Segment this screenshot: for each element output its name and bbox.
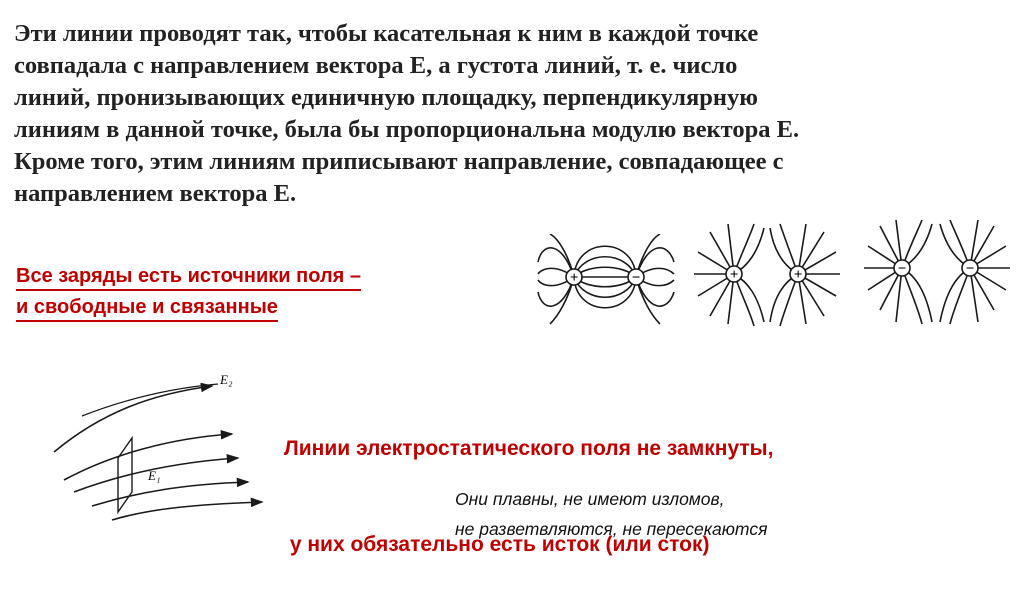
charge-sign: +	[793, 267, 803, 283]
paragraph-line: Кроме того, этим линиям приписывают направление, совпадающее с	[14, 148, 784, 175]
properties-note-line1: Они плавны, не имеют изломов,	[455, 489, 725, 509]
like-negative-field-diagram	[862, 218, 1012, 328]
sources-note	[16, 262, 361, 324]
label-e1: E₁	[148, 468, 161, 483]
not-closed-note	[284, 369, 773, 593]
paragraph-line: Эти линии проводят так, чтобы касательная к ним в каждой точке	[14, 20, 759, 47]
paragraph-line: направлением вектора Е.	[14, 180, 297, 207]
paragraph-line: линий, пронизывающих единичную площадку, перпендикулярную	[14, 84, 758, 111]
charge-sign: +	[729, 267, 739, 283]
main-paragraph	[14, 18, 1014, 210]
properties-note	[455, 484, 767, 544]
properties-note-line2: не разветвляются, не пересекаются	[455, 519, 768, 539]
sources-note-line2: и свободные и связанные	[16, 295, 278, 322]
label-e2: E₂	[220, 372, 233, 387]
like-positive-field-diagram	[692, 222, 842, 328]
field-lines-flux-figure	[52, 372, 274, 522]
paragraph-line: совпадала с направлением вектора Е, а густота линий, т. е. число	[14, 52, 738, 79]
charge-sign: +	[569, 270, 579, 286]
charge-sign: −	[965, 261, 975, 277]
charge-sign: −	[631, 270, 641, 286]
dipole-field-diagram	[536, 234, 676, 326]
sources-note-line1: Все заряды есть источники поля –	[16, 264, 361, 291]
not-closed-note-line2: у них обязательно есть исток (или сток)	[284, 533, 710, 556]
charge-sign: −	[897, 261, 907, 277]
paragraph-line: линиям в данной точке, была бы пропорциональна модулю вектора Е.	[14, 116, 800, 143]
not-closed-note-line1: Линии электростатического поля не замкнуты,	[284, 437, 774, 460]
